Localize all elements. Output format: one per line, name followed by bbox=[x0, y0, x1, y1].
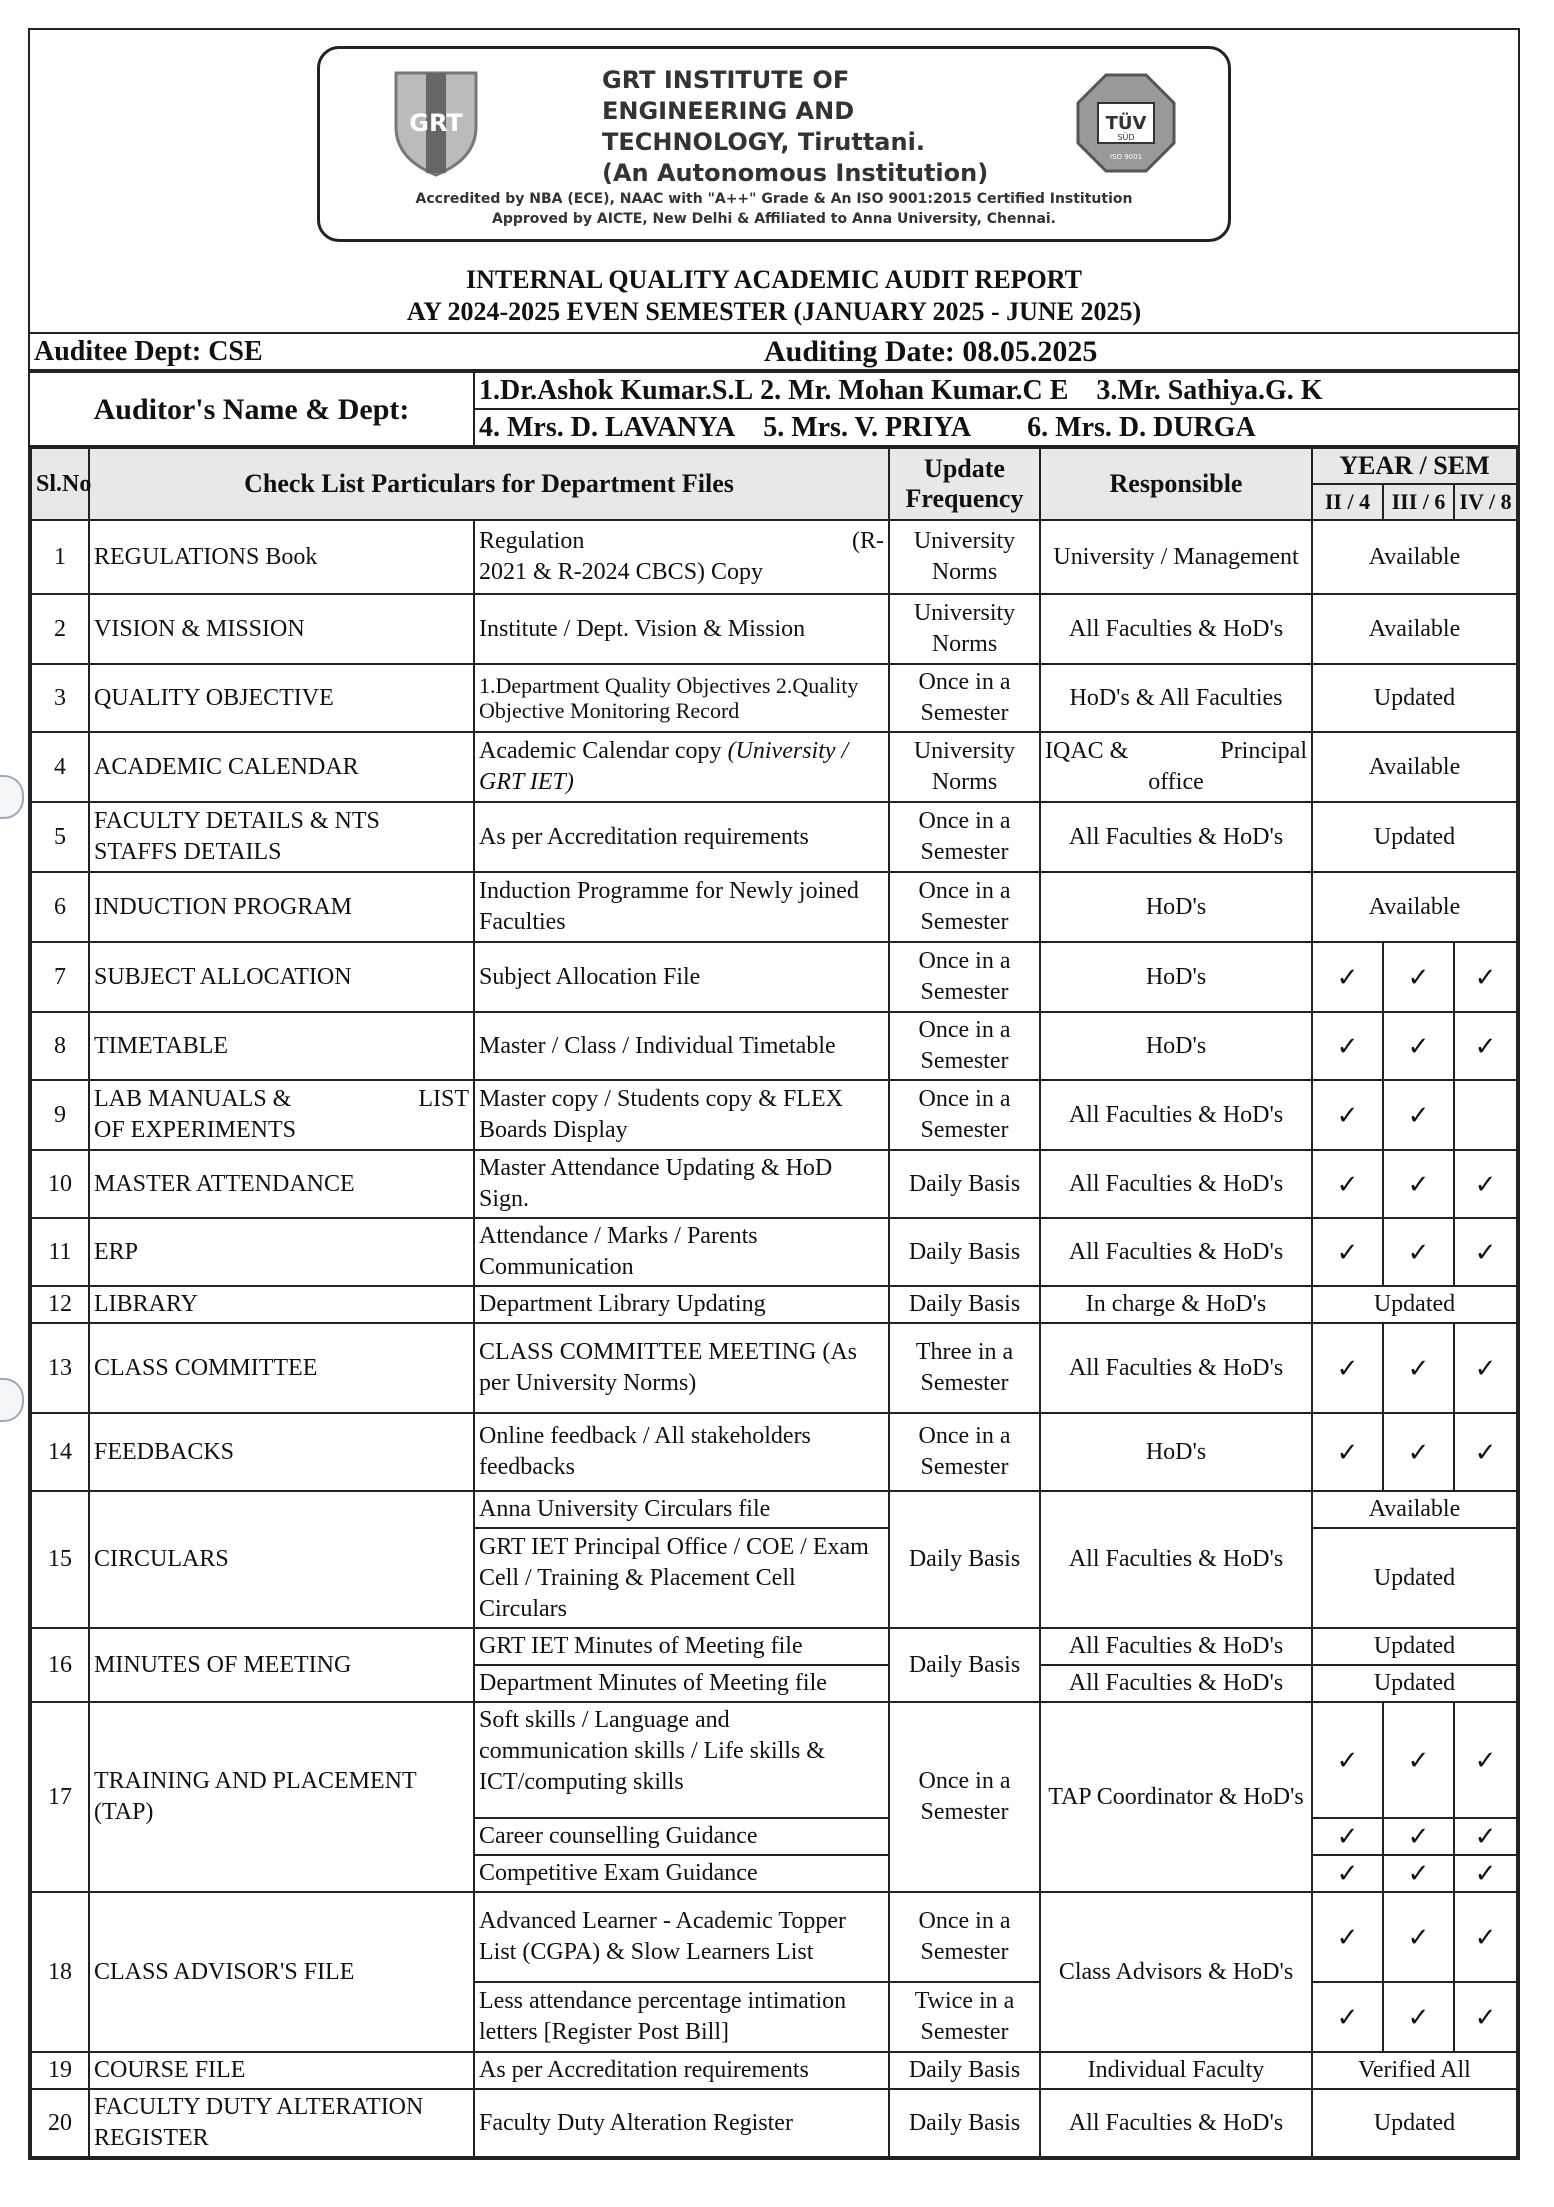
svg-text:SÜD: SÜD bbox=[1117, 133, 1135, 142]
col-year-sem: YEAR / SEM bbox=[1312, 448, 1517, 484]
table-row: 15 CIRCULARS Anna University Circulars file Daily Basis All Faculties & HoD's Available bbox=[31, 1491, 1517, 1528]
check-mark-icon: ✓ bbox=[1454, 1982, 1517, 2052]
table-row: 19 COURSE FILE As per Accreditation requirements Daily Basis Individual Faculty Verified All bbox=[31, 2052, 1517, 2089]
check-mark-icon: ✓ bbox=[1312, 1413, 1383, 1491]
table-row: 2 VISION & MISSION Institute / Dept. Vision & Mission University Norms All Faculties & HoD's Available bbox=[31, 594, 1517, 664]
check-mark-icon: ✓ bbox=[1383, 942, 1454, 1012]
institute-name: GRT INSTITUTE OF ENGINEERING AND TECHNOLOGY, Tiruttani. (An Autonomous Institution) bbox=[602, 66, 989, 187]
col-slno: Sl.No bbox=[31, 448, 89, 520]
check-mark-icon: ✓ bbox=[1312, 1818, 1383, 1855]
table-row: 16 MINUTES OF MEETING GRT IET Minutes of Meeting file Daily Basis All Faculties & HoD's Updated bbox=[31, 1628, 1517, 1665]
auditee-dept: Auditee Dept: CSE bbox=[30, 333, 474, 370]
auditor-label: Auditor's Name & Dept: bbox=[30, 372, 474, 446]
svg-text:TÜV: TÜV bbox=[1105, 113, 1147, 134]
auditors-line-1: 1.Dr.Ashok Kumar.S.L 2. Mr. Mohan Kumar.C E 3.Mr. Sathiya.G. K bbox=[474, 372, 1518, 409]
check-mark-icon: ✓ bbox=[1312, 1702, 1383, 1818]
table-row: 8 TIMETABLE Master / Class / Individual Timetable Once in a Semester HoD's ✓ ✓ ✓ bbox=[31, 1012, 1517, 1080]
check-mark-icon: ✓ bbox=[1454, 1150, 1517, 1218]
audit-report-page bbox=[28, 28, 1520, 2160]
status-cell: Available bbox=[1312, 1491, 1517, 1528]
check-mark-icon: ✓ bbox=[1454, 1892, 1517, 1982]
check-mark-icon: ✓ bbox=[1383, 1818, 1454, 1855]
check-mark-icon: ✓ bbox=[1312, 1323, 1383, 1413]
col-sem-iv-8: IV / 8 bbox=[1454, 484, 1517, 520]
report-title: INTERNAL QUALITY ACADEMIC AUDIT REPORT AY 2024-2025 EVEN SEMESTER (JANUARY 2025 - JUNE 2025) bbox=[406, 265, 1142, 326]
check-mark-icon: ✓ bbox=[1383, 1323, 1454, 1413]
check-mark-icon: ✓ bbox=[1383, 1982, 1454, 2052]
tuv-sud-logo-icon bbox=[1076, 73, 1176, 173]
table-row: 3 QUALITY OBJECTIVE 1.Department Quality Objectives 2.Quality Objective Monitoring Record Once in a Semester HoD's & All Faculties Updated bbox=[31, 664, 1517, 732]
status-cell: Updated bbox=[1312, 664, 1517, 732]
table-row: 18 CLASS ADVISOR'S FILE Advanced Learner - Academic Topper List (CGPA) & Slow Learners List Once in a Semester Class Advisors & HoD's ✓ ✓ ✓ bbox=[31, 1892, 1517, 1982]
check-mark-icon: ✓ bbox=[1454, 1323, 1517, 1413]
accreditation-text: Accredited by NBA (ECE), NAAC with "A++" Grade & An ISO 9001:2015 Certified Institution Approved by AICTE, New Delhi & Affiliated to Anna University, Chennai. bbox=[415, 191, 1133, 227]
table-row: 10 MASTER ATTENDANCE Master Attendance Updating & HoD Sign. Daily Basis All Faculties & HoD's ✓ ✓ ✓ bbox=[31, 1150, 1517, 1218]
table-row: 9 LAB MANUALS & LIST OF EXPERIMENTS Master copy / Students copy & FLEX Boards Display Once in a Semester All Faculties & HoD's ✓ ✓ bbox=[31, 1080, 1517, 1150]
check-mark-icon: ✓ bbox=[1312, 1080, 1383, 1150]
svg-text:ISO 9001: ISO 9001 bbox=[1109, 153, 1143, 161]
grt-logo-icon bbox=[388, 67, 484, 179]
audit-meta-table bbox=[30, 332, 1518, 371]
status-cell: Updated bbox=[1312, 1628, 1517, 1665]
check-mark-icon bbox=[1454, 1080, 1517, 1150]
punch-hole bbox=[0, 775, 24, 819]
check-mark-icon: ✓ bbox=[1312, 1855, 1383, 1892]
status-cell: Updated bbox=[1312, 1286, 1517, 1323]
check-mark-icon: ✓ bbox=[1454, 1855, 1517, 1892]
check-mark-icon: ✓ bbox=[1312, 942, 1383, 1012]
status-cell: Updated bbox=[1312, 802, 1517, 872]
table-row: 20 FACULTY DUTY ALTERATION REGISTER Faculty Duty Alteration Register Daily Basis All Faculties & HoD's Updated bbox=[31, 2089, 1517, 2157]
check-mark-icon: ✓ bbox=[1312, 1150, 1383, 1218]
table-row: 11 ERP Attendance / Marks / Parents Communication Daily Basis All Faculties & HoD's ✓ ✓ ✓ bbox=[31, 1218, 1517, 1286]
check-mark-icon: ✓ bbox=[1383, 1702, 1454, 1818]
table-row: 4 ACADEMIC CALENDAR Academic Calendar copy (University / GRT IET) University Norms IQAC & Principal office Available bbox=[31, 732, 1517, 802]
checklist-table bbox=[30, 447, 1518, 2158]
auditing-date: Auditing Date: 08.05.2025 bbox=[474, 333, 1518, 370]
check-mark-icon: ✓ bbox=[1454, 1702, 1517, 1818]
status-cell: Updated bbox=[1312, 1528, 1517, 1628]
check-mark-icon: ✓ bbox=[1383, 1150, 1454, 1218]
col-sem-iii-6: III / 6 bbox=[1383, 484, 1454, 520]
check-mark-icon: ✓ bbox=[1383, 1218, 1454, 1286]
table-row: 14 FEEDBACKS Online feedback / All stakeholders feedbacks Once in a Semester HoD's ✓ ✓ ✓ bbox=[31, 1413, 1517, 1491]
status-cell: Verified All bbox=[1312, 2052, 1517, 2089]
check-mark-icon: ✓ bbox=[1454, 1218, 1517, 1286]
table-row: 1 REGULATIONS Book Regulation (R- 2021 & R-2024 CBCS) Copy University Norms University / Management Available bbox=[31, 520, 1517, 594]
table-row: Competitive Exam Guidance ✓ ✓ ✓ bbox=[31, 1855, 1517, 1892]
table-row: 5 FACULTY DETAILS & NTS STAFFS DETAILS As per Accreditation requirements Once in a Semester All Faculties & HoD's Updated bbox=[31, 802, 1517, 872]
table-row: 7 SUBJECT ALLOCATION Subject Allocation File Once in a Semester HoD's ✓ ✓ ✓ bbox=[31, 942, 1517, 1012]
check-mark-icon: ✓ bbox=[1312, 1892, 1383, 1982]
auditors-line-2: 4. Mrs. D. LAVANYA 5. Mrs. V. PRIYA 6. Mrs. D. DURGA bbox=[474, 409, 1518, 446]
col-frequency: Update Frequency bbox=[889, 448, 1040, 520]
check-mark-icon: ✓ bbox=[1454, 1012, 1517, 1080]
auditors-table bbox=[30, 371, 1518, 447]
check-mark-icon: ✓ bbox=[1312, 1012, 1383, 1080]
table-row: 6 INDUCTION PROGRAM Induction Programme for Newly joined Faculties Once in a Semester HoD's Available bbox=[31, 872, 1517, 942]
table-header-row bbox=[31, 448, 1517, 484]
status-cell: Available bbox=[1312, 732, 1517, 802]
check-mark-icon: ✓ bbox=[1312, 1982, 1383, 2052]
check-mark-icon: ✓ bbox=[1312, 1218, 1383, 1286]
table-row: 12 LIBRARY Department Library Updating Daily Basis In charge & HoD's Updated bbox=[31, 1286, 1517, 1323]
check-mark-icon: ✓ bbox=[1454, 1413, 1517, 1491]
check-mark-icon: ✓ bbox=[1383, 1855, 1454, 1892]
check-mark-icon: ✓ bbox=[1454, 942, 1517, 1012]
check-mark-icon: ✓ bbox=[1383, 1892, 1454, 1982]
status-cell: Available bbox=[1312, 872, 1517, 942]
punch-hole bbox=[0, 1378, 24, 1422]
check-mark-icon: ✓ bbox=[1383, 1413, 1454, 1491]
status-cell: Updated bbox=[1312, 1665, 1517, 1702]
status-cell: Updated bbox=[1312, 2089, 1517, 2157]
check-mark-icon: ✓ bbox=[1383, 1080, 1454, 1150]
col-responsible: Responsible bbox=[1040, 448, 1312, 520]
check-mark-icon: ✓ bbox=[1454, 1818, 1517, 1855]
table-row: Career counselling Guidance ✓ ✓ ✓ bbox=[31, 1818, 1517, 1855]
svg-text:GRT: GRT bbox=[409, 109, 463, 137]
check-mark-icon: ✓ bbox=[1383, 1012, 1454, 1080]
table-row: Department Minutes of Meeting file All Faculties & HoD's Updated bbox=[31, 1665, 1517, 1702]
table-row: 13 CLASS COMMITTEE CLASS COMMITTEE MEETING (As per University Norms) Three in a Semester All Faculties & HoD's ✓ ✓ ✓ bbox=[31, 1323, 1517, 1413]
status-cell: Available bbox=[1312, 520, 1517, 594]
col-particulars: Check List Particulars for Department Files bbox=[89, 448, 889, 520]
table-row: 17 TRAINING AND PLACEMENT (TAP) Soft skills / Language and communication skills / Life skills & ICT/computing skills Once in a Semester TAP Coordinator & HoD's ✓ ✓ ✓ bbox=[31, 1702, 1517, 1818]
institute-header bbox=[317, 46, 1231, 242]
status-cell: Available bbox=[1312, 594, 1517, 664]
table-row: Less attendance percentage intimation letters [Register Post Bill] Twice in a Semester ✓ ✓ ✓ bbox=[31, 1982, 1517, 2052]
table-row: GRT IET Principal Office / COE / Exam Cell / Training & Placement Cell Circulars Updated bbox=[31, 1528, 1517, 1628]
col-sem-ii-4: II / 4 bbox=[1312, 484, 1383, 520]
